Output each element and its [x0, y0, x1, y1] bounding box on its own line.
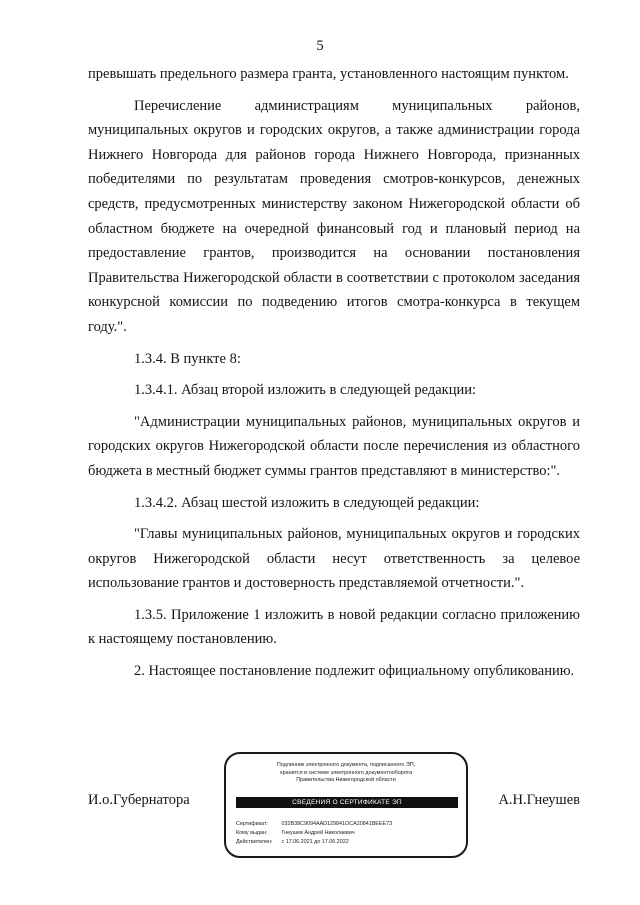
signatory-name: А.Н.Гнеушев: [498, 792, 580, 808]
stamp-line-2: хранится в системе электронного документооборота: [279, 769, 413, 776]
stamp-title-bar: СВЕДЕНИЯ О СЕРТИФИКАТЕ ЭП: [236, 797, 458, 808]
stamp-cert-label: Сертификат:: [236, 821, 269, 827]
page-number: 5: [316, 38, 324, 54]
paragraph-1-3-4-2: 1.3.4.2. Абзац шестой изложить в следующей редакции:: [134, 494, 480, 511]
stamp-issued-label: Кому выдан:: [236, 830, 268, 836]
stamp-issued-row: [236, 829, 460, 838]
signatory-position: И.о.Губернатора: [88, 792, 190, 808]
paragraph-1-3-4: 1.3.4. В пункте 8:: [134, 350, 241, 367]
stamp-line-1: Подлинник электронного документа, подписанного ЭП,: [276, 762, 416, 768]
stamp-cert-value: 032B38C9094AAD129841OCA20841BEEE73: [281, 821, 393, 827]
signature-row: [88, 792, 580, 814]
stamp-cert-row: [236, 820, 460, 829]
stamp-issued-value: Гнеушев Андрей Николаевич: [281, 830, 355, 836]
stamp-header: [234, 762, 458, 785]
stamp-valid-value: с 17.06.2021 до 17.06.2022: [281, 839, 349, 845]
paragraph-quote-administrations: "Администрации муниципальных районов, муниципальных округов и городских округов Нижегородской области после перечисления из областного бюджета в местный бюджет суммы грантов представляют в министерство:".: [88, 413, 580, 479]
stamp-details: [236, 820, 460, 847]
stamp-valid-row: [236, 838, 460, 847]
paragraph-1-3-4-1: 1.3.4.1. Абзац второй изложить в следующей редакции:: [134, 382, 477, 399]
paragraph-1-3-5: 1.3.5. Приложение 1 изложить в новой редакции согласно приложению к настоящему постановлению.: [88, 606, 580, 648]
stamp-valid-label: Действителен:: [236, 839, 273, 845]
paragraph-2: 2. Настоящее постановление подлежит официальному опубликованию.: [134, 663, 575, 680]
paragraph-transfer: Перечисление администрациям муниципальных районов, муниципальных округов и городских округов, а также администрации города Нижнего Новгорода для районов города Нижнего Новгорода, признанных победителями по результатам проведения смотров-конкурсов, денежных средств, предусмотренных министерству законом Нижегородской области об областном бюджете на очередной финансовый год и плановый период на предоставление грантов, производится на основании постановления Правительства Нижегородской области в соответствии с протоколом заседания конкурсной комиссии по подведению итогов смотра-конкурса в текущем году.".: [88, 97, 580, 335]
paragraph-quote-heads: "Главы муниципальных районов, муниципальных округов и городских округов Нижегородской области несут ответственность за целевое использование грантов и достоверность представляемой отчетности.".: [88, 526, 580, 592]
stamp-line-3: Правительства Нижегородской области: [296, 777, 396, 783]
paragraph-continuation: превышать предельного размера гранта, установленного настоящим пунктом.: [88, 66, 569, 82]
document-body: [88, 62, 580, 684]
